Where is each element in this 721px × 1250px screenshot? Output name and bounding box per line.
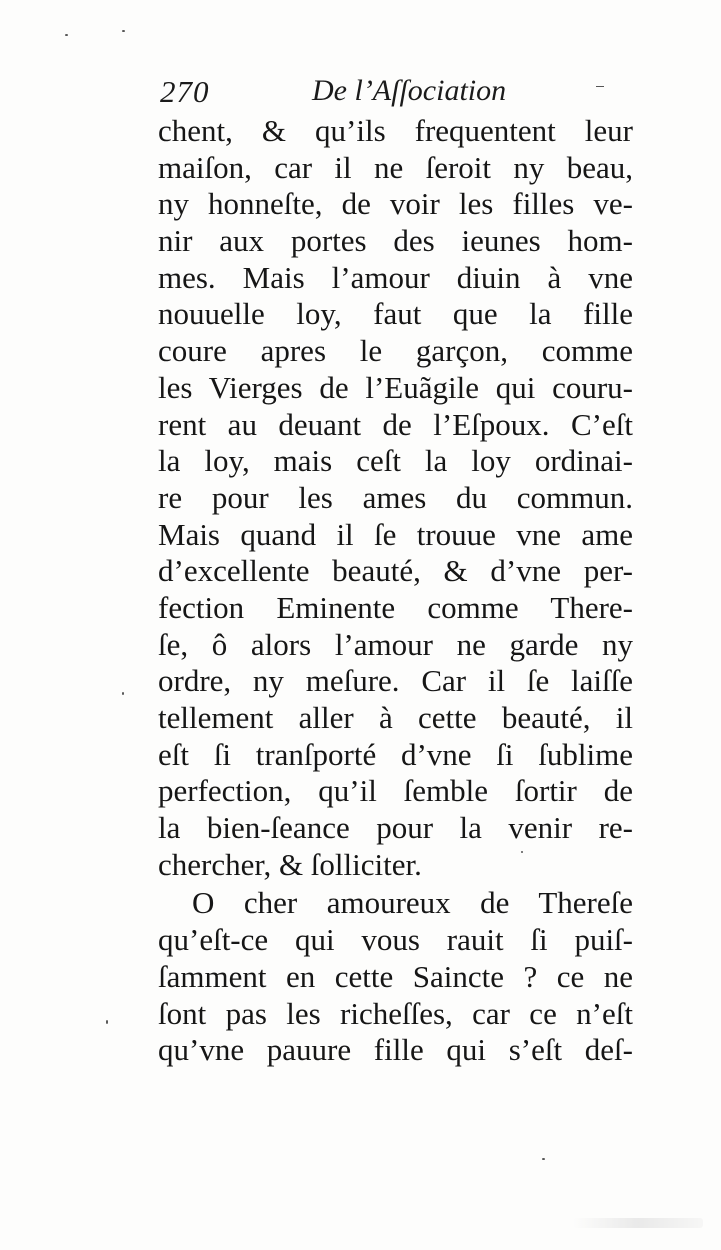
page-header [160,74,630,114]
text-line: maiſon, car il ne ſeroit ny beau, [158,149,633,185]
text-line: chent, & qu’ils frequentent leur [158,113,633,148]
paper-speck [106,1020,108,1024]
text-line: O cher amoureux de Thereſe [192,885,633,921]
text-line: fection Eminente comme There- [158,589,633,625]
page-number: 270 [160,74,210,109]
text-line: ſont pas les richeſſes, car ce n’eſt [158,995,633,1031]
text-line: la bien-ſeance pour la venir re- [158,810,633,846]
text-line: d’excellente beauté, & d’vne per- [158,553,633,589]
text-line: ſe, ô alors l’amour ne garde ny [158,626,633,662]
text-line: coure apres le garçon, comme [158,333,633,369]
text-line: chercher, & ſolliciter. [158,846,422,882]
text-line: mes. Mais l’amour diuin à vne [158,259,633,295]
text-line: re pour les ames du commun. [158,479,633,515]
text-line: Mais quand il ſe trouue vne ame [158,516,633,552]
paper-speck [122,30,125,32]
text-line: eſt ſi tranſporté d’vne ſi ſublime [158,736,633,772]
paper-speck [596,86,604,87]
text-line: qu’eſt-ce qui vous rauit ſi puiſ- [158,922,633,958]
scan-watermark [573,1218,703,1228]
text-line: tellement aller à cette beauté, il [158,700,633,735]
text-line: ordre, ny meſure. Car il ſe laiſſe [158,663,633,699]
text-line: les Vierges de l’Euãgile qui couru- [158,369,633,405]
paper-speck [65,34,68,36]
running-title: De l’Aſſociation [312,74,507,107]
text-line: nir aux portes des ieunes hom- [158,223,633,259]
paper-speck [521,851,523,853]
body-text [158,113,633,1069]
paper-speck [542,1158,545,1160]
text-line: perfection, qu’il ſemble ſortir de [158,773,633,809]
text-line: ny honneſte, de voir les filles ve- [158,186,633,222]
paper-speck [122,692,124,695]
text-line: la loy, mais ceſt la loy ordinai- [158,443,633,479]
text-line: ſamment en cette Saincte ? ce ne [158,958,633,994]
text-line: nouuelle loy, faut que la fille [158,296,633,332]
text-line: rent au deuant de l’Eſpoux. C’eſt [158,406,633,442]
text-line: qu’vne pauure fille qui s’eſt deſ- [158,1032,633,1068]
